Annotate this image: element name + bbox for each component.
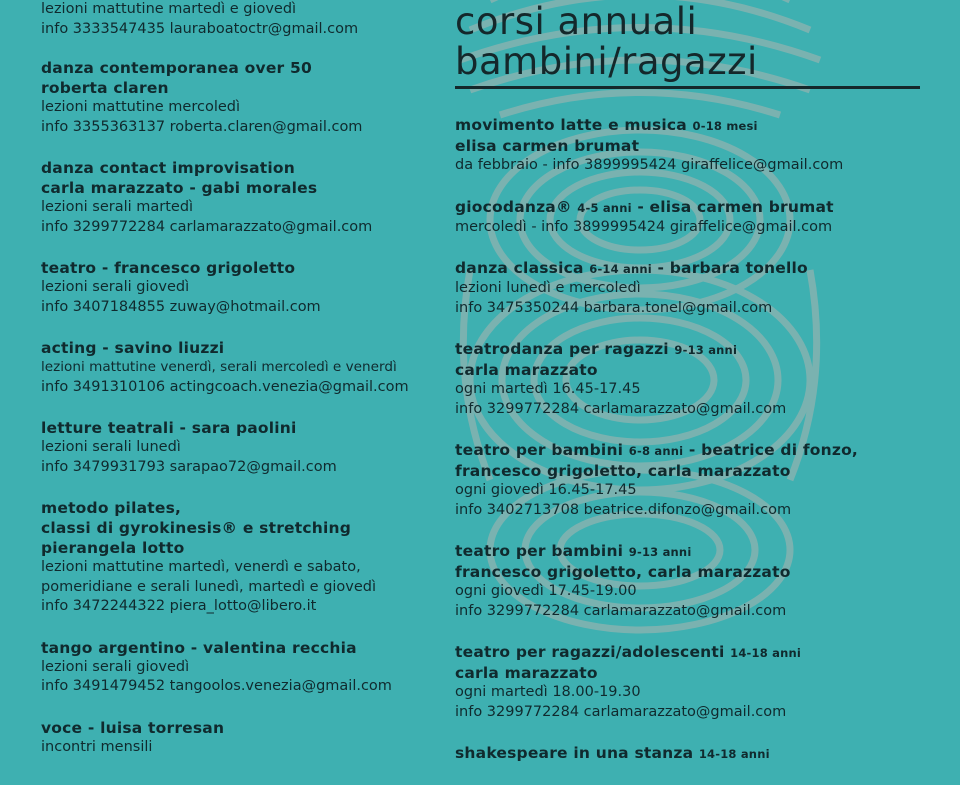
divider [455, 86, 920, 89]
course-schedule: ogni martedì 16.45-17.45 [455, 381, 641, 397]
course-entry [41, 258, 441, 317]
course-info: info 3475350244 barbara.tonel@gmail.com [455, 299, 773, 316]
course-schedule: lezioni mattutine mercoledì [41, 99, 241, 115]
course-teacher: francesco grigoletto, carla marazzato [455, 563, 791, 581]
course-title: giocodanza® 4-5 anni - elisa carmen brumat [455, 197, 834, 216]
course-subtitle: classi di gyrokinesis® e stretching [41, 519, 352, 537]
course-info: da febbraio - info 3899995424 giraffelice@gmail.com [455, 157, 844, 173]
course-title: voce - luisa torresan [41, 718, 225, 737]
course-entry [41, 58, 441, 137]
course-info: info 3479931793 sarapao72@gmail.com [41, 458, 337, 475]
course-info: info 3299772284 carlamarazzato@gmail.com [41, 218, 373, 235]
course-schedule: incontri mensili [41, 738, 153, 755]
course-schedule: lezioni mattutine martedì e giovedì [41, 1, 297, 17]
course-entry [455, 115, 935, 176]
section-header [455, 2, 935, 89]
course-schedule: ogni giovedì 16.45-17.45 [455, 482, 637, 498]
course-info: info 3355363137 roberta.claren@gmail.com [41, 118, 363, 135]
course-teacher: pierangela lotto [41, 539, 185, 557]
course-info: info 3402713708 beatrice.difonzo@gmail.com [455, 501, 792, 518]
course-entry [455, 743, 935, 764]
course-title: metodo pilates, [41, 499, 182, 517]
course-info: mercoledì - info 3899995424 giraffelice@gmail.com [455, 218, 833, 235]
course-title: movimento latte e musica 0-18 mesi [455, 116, 758, 134]
course-entry [41, 498, 441, 617]
course-schedule: ogni martedì 18.00-19.30 [455, 684, 641, 700]
course-title: tango argentino - valentina recchia [41, 638, 357, 657]
course-schedule: lezioni mattutine martedì, venerdì e sabato, [41, 559, 361, 575]
course-title: letture teatrali - sara paolini [41, 419, 297, 437]
course-info: info 3299772284 carlamarazzato@gmail.com [455, 602, 787, 619]
course-schedule: lezioni serali lunedì [41, 439, 181, 455]
course-entry [455, 642, 935, 722]
course-title: teatro per bambini 6-8 anni - beatrice di fonzo, [455, 441, 859, 459]
course-title: danza contemporanea over 50 [41, 59, 312, 77]
course-entry [455, 440, 935, 520]
course-entry [41, 338, 441, 397]
course-teacher: carla marazzato [455, 361, 598, 379]
course-schedule: lezioni serali giovedì [41, 658, 190, 675]
section-title: corsi annuali [455, 0, 698, 43]
course-info: info 3407184855 zuway@hotmail.com [41, 298, 321, 315]
course-info: info 3299772284 carlamarazzato@gmail.com [455, 703, 787, 720]
course-schedule: ogni giovedì 17.45-19.00 [455, 583, 637, 599]
course-schedule: pomeridiane e serali lunedì, martedì e giovedì [41, 578, 377, 595]
course-entry [41, 638, 441, 697]
course-info: info 3472244322 piera_lotto@libero.it [41, 598, 317, 614]
section-title: bambini/ragazzi [455, 40, 758, 83]
course-schedule: lezioni serali martedì [41, 199, 194, 215]
course-entry [41, 158, 441, 237]
course-title: acting - savino liuzzi [41, 339, 225, 357]
course-info: info 3333547435 lauraboatoctr@gmail.com [41, 20, 359, 37]
course-info: info 3491479452 tangoolos.venezia@gmail.com [41, 678, 392, 694]
course-teacher: roberta claren [41, 79, 169, 97]
course-title: shakespeare in una stanza 14-18 anni [455, 744, 770, 762]
course-entry [41, 0, 441, 39]
course-teacher: elisa carmen brumat [455, 137, 640, 155]
course-teacher: carla marazzato [455, 664, 598, 682]
course-title: danza contact improvisation [41, 159, 295, 177]
course-entry [455, 258, 935, 318]
course-title: teatro - francesco grigoletto [41, 259, 296, 277]
course-entry [41, 718, 441, 758]
course-title: teatrodanza per ragazzi 9-13 anni [455, 340, 738, 358]
course-entry [41, 418, 441, 477]
course-info: info 3299772284 carlamarazzato@gmail.com [455, 400, 787, 417]
course-entry [455, 339, 935, 419]
course-schedule: lezioni mattutine venerdì, serali mercoledì e venerdì [41, 359, 397, 375]
left-column [41, 0, 441, 778]
course-entry [455, 541, 935, 621]
course-entry [455, 197, 935, 238]
course-schedule: lezioni lunedì e mercoledì [455, 280, 641, 296]
right-column [455, 0, 935, 785]
course-title: danza classica 6-14 anni - barbara tonello [455, 259, 808, 277]
course-schedule: lezioni serali giovedì [41, 279, 190, 295]
course-info: info 3491310106 actingcoach.venezia@gmail.com [41, 378, 409, 395]
course-title: teatro per bambini 9-13 anni [455, 542, 692, 560]
course-teacher: carla marazzato - gabi morales [41, 179, 318, 197]
course-teacher: francesco grigoletto, carla marazzato [455, 462, 791, 480]
course-title: teatro per ragazzi/adolescenti 14-18 anni [455, 643, 801, 661]
